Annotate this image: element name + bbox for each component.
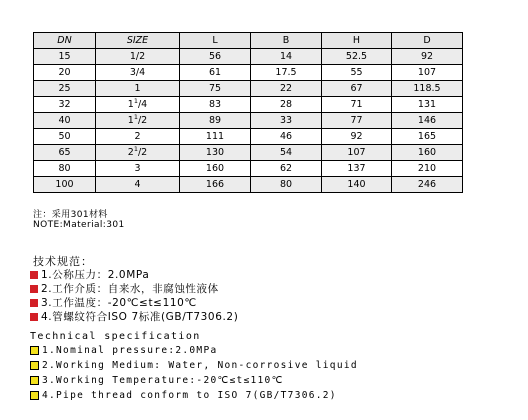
cell-size: $1^1/4$ xyxy=(96,97,180,113)
cell-l: 75 xyxy=(180,81,251,97)
cell-b: 17.5 xyxy=(251,65,322,81)
cell-d: 92 xyxy=(392,49,463,65)
table-row xyxy=(34,161,463,177)
cell-d: 160 xyxy=(392,145,463,161)
cell-l: 61 xyxy=(180,65,251,81)
cell-b: 22 xyxy=(251,81,322,97)
cell-d: 118.5 xyxy=(392,81,463,97)
cell-size: 2 xyxy=(96,129,180,145)
tech-en-text: 4.Pipe thread conform to ISO 7(GB/T7306.2) xyxy=(42,390,337,401)
table-row xyxy=(34,49,463,65)
cell-dn: 100 xyxy=(34,177,96,193)
tech-en-item xyxy=(30,360,358,371)
red-square-bullet-icon xyxy=(30,313,38,321)
tech-en-item xyxy=(30,375,284,386)
cell-d: 210 xyxy=(392,161,463,177)
tech-zh-item xyxy=(30,267,149,282)
cell-size: 3 xyxy=(96,161,180,177)
cell-h: 107 xyxy=(322,145,392,161)
tech-en-text: 1.Nominal pressure:2.0MPa xyxy=(42,345,218,356)
cell-dn: 15 xyxy=(34,49,96,65)
cell-b: 46 xyxy=(251,129,322,145)
cell-size: 1/2 xyxy=(96,49,180,65)
header-l: L xyxy=(180,33,251,49)
header-size: SIZE xyxy=(96,33,180,49)
cell-d: 107 xyxy=(392,65,463,81)
cell-b: 14 xyxy=(251,49,322,65)
note-zh: 注：采用301材料 xyxy=(33,210,108,220)
cell-h: 52.5 xyxy=(322,49,392,65)
cell-h: 67 xyxy=(322,81,392,97)
dimension-table xyxy=(33,32,463,193)
tech-en-text: 2.Working Medium: Water, Non-corrosive liquid xyxy=(42,360,358,371)
cell-size: 3/4 xyxy=(96,65,180,81)
tech-zh-text: 2.工作介质：自来水，非腐蚀性液体 xyxy=(41,283,219,295)
cell-h: 71 xyxy=(322,97,392,113)
cell-d: 165 xyxy=(392,129,463,145)
cell-dn: 32 xyxy=(34,97,96,113)
tech-en-item xyxy=(30,390,337,401)
red-square-bullet-icon xyxy=(30,285,38,293)
cell-b: 54 xyxy=(251,145,322,161)
cell-h: 92 xyxy=(322,129,392,145)
header-h: H xyxy=(322,33,392,49)
table-body xyxy=(34,49,463,193)
table-header-row xyxy=(34,33,463,49)
cell-d: 146 xyxy=(392,113,463,129)
cell-l: 56 xyxy=(180,49,251,65)
cell-l: 130 xyxy=(180,145,251,161)
tech-spec-title-zh: 技术规范： xyxy=(33,255,93,268)
cell-l: 89 xyxy=(180,113,251,129)
cell-d: 131 xyxy=(392,97,463,113)
cell-b: 33 xyxy=(251,113,322,129)
cell-l: 111 xyxy=(180,129,251,145)
cell-b: 62 xyxy=(251,161,322,177)
table-row xyxy=(34,97,463,113)
cell-dn: 20 xyxy=(34,65,96,81)
cell-b: 28 xyxy=(251,97,322,113)
yellow-square-bullet-icon xyxy=(30,361,39,370)
cell-d: 246 xyxy=(392,177,463,193)
header-dn: DN xyxy=(34,33,96,49)
cell-dn: 65 xyxy=(34,145,96,161)
cell-dn: 80 xyxy=(34,161,96,177)
cell-size: 1 xyxy=(96,81,180,97)
cell-l: 166 xyxy=(180,177,251,193)
tech-zh-text: 4.管螺纹符合ISO 7标准(GB/T7306.2) xyxy=(41,311,239,323)
table-row xyxy=(34,113,463,129)
cell-h: 55 xyxy=(322,65,392,81)
cell-h: 77 xyxy=(322,113,392,129)
table-row xyxy=(34,129,463,145)
table-row xyxy=(34,81,463,97)
yellow-square-bullet-icon xyxy=(30,391,39,400)
tech-zh-item xyxy=(30,309,238,324)
cell-l: 160 xyxy=(180,161,251,177)
table-row xyxy=(34,65,463,81)
tech-zh-item xyxy=(30,281,219,296)
tech-en-item xyxy=(30,345,218,356)
note-en: NOTE:Material:301 xyxy=(33,220,125,230)
red-square-bullet-icon xyxy=(30,299,38,307)
table-row xyxy=(34,177,463,193)
yellow-square-bullet-icon xyxy=(30,376,39,385)
cell-size: 4 xyxy=(96,177,180,193)
header-b: B xyxy=(251,33,322,49)
cell-h: 137 xyxy=(322,161,392,177)
tech-en-text: 3.Working Temperature:-20℃≤t≤110℃ xyxy=(42,375,284,386)
header-d: D xyxy=(392,33,463,49)
tech-zh-item xyxy=(30,295,197,310)
table-row xyxy=(34,145,463,161)
cell-h: 140 xyxy=(322,177,392,193)
cell-size: $2^1/2$ xyxy=(96,145,180,161)
cell-b: 80 xyxy=(251,177,322,193)
red-square-bullet-icon xyxy=(30,271,38,279)
cell-l: 83 xyxy=(180,97,251,113)
cell-dn: 40 xyxy=(34,113,96,129)
cell-dn: 50 xyxy=(34,129,96,145)
cell-size: $1^1/2$ xyxy=(96,113,180,129)
tech-spec-title-en: Technical specification xyxy=(30,331,201,342)
tech-zh-text: 3.工作温度：-20℃≤t≤110℃ xyxy=(41,297,197,309)
yellow-square-bullet-icon xyxy=(30,346,39,355)
tech-zh-text: 1.公称压力：2.0MPa xyxy=(41,269,150,281)
cell-dn: 25 xyxy=(34,81,96,97)
